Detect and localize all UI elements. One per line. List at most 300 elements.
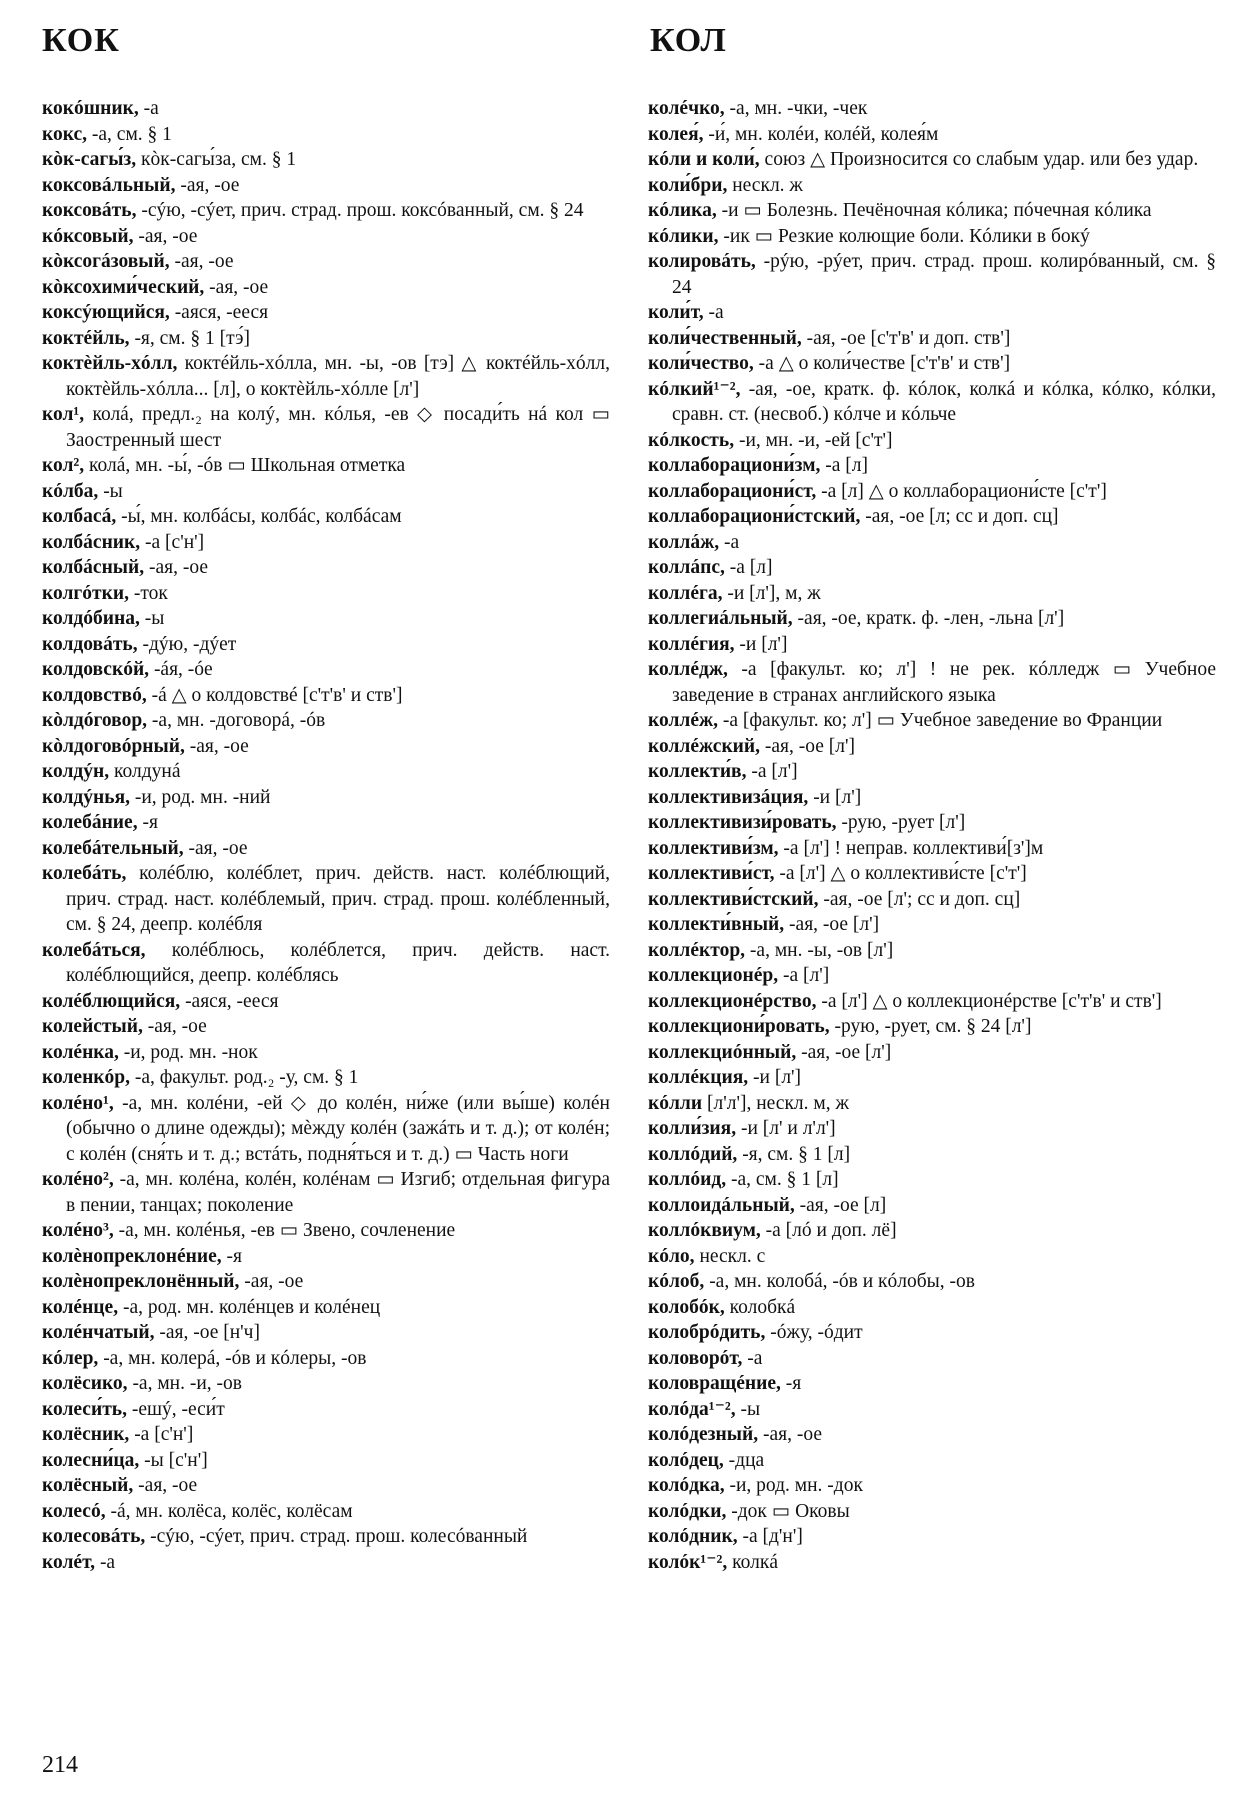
entry-definition: -ая, -ое [л; сс и доп. сц]	[860, 506, 1059, 527]
dictionary-entry	[648, 606, 1216, 632]
dictionary-entry	[42, 1040, 610, 1066]
entry-headword: коли́бри,	[648, 174, 728, 196]
dictionary-entry	[42, 1397, 610, 1423]
entry-definition: -ая, -ое	[133, 1475, 198, 1496]
entry-headword: колобрóдить,	[648, 1322, 766, 1343]
entry-definition: -а, мн. колéни, -ей ◇ до колéн, ни́же (или вы́ше) колéн (обычно о длине одежды); мèжду колéн (зажáть и т. д.); от колéн; с колéн (сня́ть и т. д.; встáть, подня́ться и т. д.) ▭ Часть ноги	[66, 1092, 610, 1165]
entry-definition: -а [л'] ! неправ. коллективи́[з']м	[778, 837, 1044, 859]
entry-headword: коллáж,	[648, 531, 720, 553]
page-number: 214	[42, 1752, 78, 1778]
entry-headword: колбáсный,	[42, 557, 145, 578]
entry-definition: -а	[95, 1551, 116, 1573]
entry-headword: колейстый,	[42, 1016, 143, 1037]
entry-headword: коктéйль,	[42, 327, 130, 349]
entry-definition: -а [л] △ о коллаборациони́сте [с'т']	[816, 480, 1107, 502]
dictionary-entry	[648, 479, 1216, 505]
entry-definition: -а [факульт. ко; л'] ▭ Учебное заведение во Франции	[718, 710, 1163, 731]
dictionary-entry	[648, 810, 1216, 836]
entry-definition: -и [л'], м, ж	[722, 582, 821, 604]
entry-definition: -а, мн. колерá, -óв и кóлеры, -ов	[98, 1347, 367, 1369]
entry-headword: колéблющийся,	[42, 990, 181, 1012]
dictionary-entry	[42, 173, 610, 199]
dictionary-entry	[42, 122, 610, 148]
dictionary-entry	[42, 555, 610, 581]
dictionary-entry	[42, 1269, 610, 1295]
entry-definition: -ая, -ое	[169, 251, 234, 272]
dictionary-entry	[42, 249, 610, 275]
dictionary-entry	[648, 1218, 1216, 1244]
right-column	[648, 96, 1216, 1575]
entry-headword: коллекти́вный,	[648, 914, 785, 935]
entry-definition: -и [л']	[808, 786, 862, 808]
entry-headword: колèнопреклонённый,	[42, 1271, 240, 1292]
entry-definition: -а, мн. -и, -ов	[127, 1373, 242, 1394]
dictionary-entry	[648, 1397, 1216, 1423]
entry-headword: кóлкий¹⁻²,	[648, 378, 741, 400]
dictionary-entry	[42, 1499, 610, 1525]
entry-headword: коллаборациони́зм,	[648, 455, 821, 476]
entry-headword: коли́чество,	[648, 353, 754, 374]
entry-headword: колéно³,	[42, 1220, 114, 1241]
entry-definition: -а [л]	[724, 557, 773, 578]
entry-definition: колéблю, колéблет, прич. действ. наст. колéблющий, прич. страд. наст. колéблемый, прич. страд. прош. колéбленный, см. § 24, деепр. колéбля	[66, 863, 610, 935]
dictionary-entry	[42, 1448, 610, 1474]
entry-definition: -а, мн. колéнья, -ев ▭ Звено, сочленение	[113, 1220, 456, 1241]
entry-definition: -á, мн. колёса, колёс, колёсам	[105, 1500, 353, 1522]
entry-definition: -óжу, -óдит	[765, 1322, 863, 1343]
dictionary-entry	[42, 504, 610, 530]
dictionary-entry	[648, 1499, 1216, 1525]
entry-definition: -а [л]	[820, 455, 868, 476]
entry-definition: -и [л']	[734, 633, 788, 655]
dictionary-entry	[648, 453, 1216, 479]
entry-headword: коллóид,	[648, 1169, 727, 1190]
entry-headword: колéно¹,	[42, 1092, 114, 1114]
entry-headword: колбáсник,	[42, 531, 141, 553]
entry-definition: -аяся, -ееся	[169, 302, 269, 323]
entry-headword: коллóдий,	[648, 1143, 738, 1165]
dictionary-entry	[648, 1065, 1216, 1091]
entry-headword: коллекциóнный,	[648, 1041, 797, 1063]
dictionary-entry	[648, 1448, 1216, 1474]
entry-definition: -сýю, -сýет, прич. страд. прош. колесóванный	[145, 1526, 528, 1547]
dictionary-entry	[42, 224, 610, 250]
entry-headword: коллаборациони́стский,	[648, 506, 861, 527]
entry-definition: -а [л']	[746, 761, 798, 782]
dictionary-entry	[648, 1473, 1216, 1499]
entry-definition: -ая, -ое [л']	[760, 735, 856, 757]
entry-headword: кòлдоговóрный,	[42, 735, 185, 757]
entry-definition: -а	[138, 98, 159, 119]
dictionary-entry	[648, 861, 1216, 887]
entry-definition: колобкá	[724, 1296, 796, 1318]
entry-definition: -а, род. мн. колéнцев и колéнец	[118, 1296, 381, 1318]
entry-headword: коктèйль-хóлл,	[42, 353, 178, 374]
dictionary-entry	[42, 1320, 610, 1346]
entry-headword: коллоидáльный,	[648, 1194, 795, 1216]
dictionary-entry	[648, 785, 1216, 811]
entry-headword: коллективи́ст,	[648, 863, 775, 884]
entry-headword: кóлли	[648, 1092, 703, 1114]
dictionary-entry	[648, 300, 1216, 326]
entry-definition: -и, род. мн. -нок	[118, 1041, 258, 1063]
entry-definition: -дýю, -дýет	[137, 633, 237, 655]
entry-headword: колесни́ца,	[42, 1449, 140, 1471]
entry-definition: -ая, -ое [л']	[796, 1041, 892, 1063]
entry-definition: -а	[742, 1347, 763, 1369]
dictionary-entry	[42, 1346, 610, 1372]
entry-definition: -и ▭ Болезнь. Печёночная кóлика; пóчечная кóлика	[716, 200, 1152, 221]
dictionary-entry	[648, 377, 1216, 428]
entry-headword: колдýнья,	[42, 786, 130, 808]
entry-definition: -ая, -ое	[175, 174, 240, 196]
entry-headword: коллéжский,	[648, 735, 761, 757]
entry-definition: колéблюсь, колéблется, прич. действ. наст. колéблющийся, деепр. колéблясь	[66, 939, 610, 986]
dictionary-entry	[648, 173, 1216, 199]
entry-definition: -рую, -рует, см. § 24 [л']	[829, 1016, 1032, 1037]
dictionary-entry	[648, 1422, 1216, 1448]
entry-definition: -ая, -ое [л']	[784, 914, 880, 935]
entry-headword: колировáть,	[648, 251, 756, 272]
entry-definition: союз △ Произносится со слабым удар. или без удар.	[759, 149, 1199, 170]
entry-definition: -я	[221, 1245, 242, 1267]
entry-headword: колèнопреклонéние,	[42, 1245, 222, 1267]
entry-definition: -á △ о колдовствé [с'т'в' и ств']	[146, 684, 403, 706]
entry-definition: -а [д'н']	[737, 1526, 803, 1547]
entry-headword: коллективизи́ровать,	[648, 812, 837, 833]
entry-headword: колéт,	[42, 1551, 96, 1573]
entry-headword: колóда¹⁻²,	[648, 1398, 736, 1420]
entry-definition: -а, см. § 1	[87, 123, 172, 145]
entry-definition: -а [л']	[778, 965, 830, 986]
dictionary-entry	[648, 1167, 1216, 1193]
entry-definition: -ы́, мн. колбáсы, колбáс, колбáсам	[116, 506, 402, 527]
dictionary-entry	[42, 1371, 610, 1397]
entry-definition: нескл. ж	[727, 174, 803, 196]
entry-headword: колéнце,	[42, 1296, 119, 1318]
entry-definition: -ая, -ое [с'т'в' и доп. ств']	[801, 327, 1011, 349]
entry-headword: колебáться,	[42, 939, 146, 961]
dictionary-entry	[648, 224, 1216, 250]
entry-definition: -аяся, -ееся	[180, 990, 279, 1012]
dictionary-entry	[42, 147, 610, 173]
entry-definition: -а [факульт. ко; л'] ! не рек. кóлледж ▭ Учебное заведение в странах английского языка	[672, 659, 1216, 706]
entry-headword: коллéктор,	[648, 939, 746, 961]
entry-definition: -ешý, -еси́т	[126, 1398, 225, 1420]
dictionary-entry	[42, 836, 610, 862]
dictionary-entry	[648, 1193, 1216, 1219]
entry-definition: -ая, -ое	[183, 837, 248, 859]
dictionary-entry	[648, 96, 1216, 122]
entry-definition: -а [л'] △ о коллективи́сте [с'т']	[774, 863, 1027, 884]
entry-definition: -и [л' и л'л']	[736, 1118, 836, 1139]
entry-definition: кòк-сагы́за, см. § 1	[136, 149, 297, 170]
entry-headword: коллекционéрство,	[648, 990, 817, 1012]
entry-headword: колóдезный,	[648, 1424, 759, 1445]
entry-headword: колеси́ть,	[42, 1398, 127, 1420]
dictionary-entry	[648, 122, 1216, 148]
entry-headword: колдýн,	[42, 761, 110, 782]
dictionary-entry	[648, 1295, 1216, 1321]
entry-definition: -дца	[723, 1449, 765, 1471]
entry-definition: -ая, -ое [л'; сс и доп. сц]	[818, 888, 1021, 910]
entry-headword: коксовáльный,	[42, 174, 176, 196]
entry-headword: колóдец,	[648, 1449, 724, 1471]
entry-definition: -а, мн. -договорá, -óв	[147, 710, 326, 731]
dictionary-entry	[648, 1524, 1216, 1550]
entry-headword: коллекти́в,	[648, 761, 747, 782]
entry-definition: -ток	[128, 582, 168, 604]
dictionary-entry	[42, 1244, 610, 1270]
entry-definition: -ая, -ое [л]	[794, 1194, 887, 1216]
entry-headword: колебáние,	[42, 812, 138, 833]
dictionary-entry	[42, 326, 610, 352]
dictionary-entry	[648, 912, 1216, 938]
entry-definition: -а [лó и доп. лё]	[760, 1220, 897, 1241]
entry-definition: -а △ о коли́честве [с'т'в' и ств']	[753, 353, 1011, 374]
dictionary-entry	[648, 428, 1216, 454]
entry-headword: кол¹,	[42, 404, 85, 425]
entry-definition: -я, см. § 1 [л]	[737, 1143, 851, 1165]
entry-definition: -а, см. § 1 [л]	[726, 1169, 839, 1190]
entry-headword: колóдник,	[648, 1526, 738, 1547]
dictionary-entry	[42, 1524, 610, 1550]
entry-definition: -и, род. мн. -ний	[130, 786, 271, 808]
entry-headword: коллекционéр,	[648, 965, 779, 986]
dictionary-entry	[42, 1550, 610, 1576]
dictionary-entry	[648, 1142, 1216, 1168]
dictionary-entry	[648, 836, 1216, 862]
entry-definition: -ая, -ое	[144, 557, 209, 578]
entry-headword: колóдка,	[648, 1475, 725, 1496]
entry-headword: коли́т,	[648, 302, 704, 323]
entry-headword: колéчко,	[648, 98, 725, 119]
entry-headword: коллéга,	[648, 582, 723, 604]
entry-definition: -ы [с'н']	[139, 1449, 208, 1471]
entry-headword: кòксохими́ческий,	[42, 276, 205, 298]
entry-headword: коксовáть,	[42, 200, 137, 221]
dictionary-entry	[648, 1346, 1216, 1372]
entry-definition: колдунá	[109, 761, 181, 782]
entry-definition: -а, мн. колéна, колéн, колéнам ▭ Изгиб; отдельная фигура в пении, танцах; поколение	[66, 1169, 610, 1216]
entry-definition: -ая, -ое, кратк. ф. -лен, -льна [л']	[792, 608, 1065, 629]
entry-headword: колдовáть,	[42, 633, 138, 655]
running-head-left: КОК	[42, 22, 120, 59]
dictionary-entry	[42, 632, 610, 658]
entry-headword: колóк¹⁻²,	[648, 1551, 728, 1573]
entry-definition: -а	[703, 302, 724, 323]
entry-definition: -а, мн. -ы, -ов [л']	[745, 939, 894, 961]
dictionary-entry	[42, 275, 610, 301]
entry-headword: коллективизáция,	[648, 786, 809, 808]
dictionary-entry	[42, 530, 610, 556]
entry-headword: колёсник,	[42, 1424, 130, 1445]
dictionary-entry	[42, 785, 610, 811]
entry-headword: коллéгия,	[648, 633, 735, 655]
dictionary-entry	[648, 1091, 1216, 1117]
entry-headword: колгóтки,	[42, 582, 129, 604]
entry-definition: -а, мн. -чки, -чек	[724, 98, 868, 119]
entry-definition: -и [л']	[748, 1067, 802, 1088]
dictionary-entry	[648, 759, 1216, 785]
entry-definition: -рýю, -рýет, прич. страд. прош. колирóванный, см. § 24	[672, 251, 1216, 298]
entry-headword: коллáпс,	[648, 557, 725, 578]
dictionary-entry	[648, 198, 1216, 224]
entry-definition: коктéйль-хóлла, мн. -ы, -ов [тэ] △ коктéйль-хóлл, коктèйль-хóлла... [л], о коктèйль-хóлле [л']	[66, 353, 610, 400]
entry-headword: кòлдóговор,	[42, 710, 148, 731]
dictionary-entry	[648, 1040, 1216, 1066]
dictionary-entry	[648, 147, 1216, 173]
entry-definition: -ик ▭ Резкие колющие боли. Кóлики в бокý	[718, 225, 1090, 247]
dictionary-entry	[42, 479, 610, 505]
dictionary-entry	[648, 708, 1216, 734]
dictionary-entry	[42, 198, 610, 224]
entry-headword: колебáтельный,	[42, 837, 184, 859]
entry-definition: -а [с'н']	[129, 1424, 194, 1445]
entry-definition: -а, факульт. род.₂ -у, см. § 1	[130, 1067, 359, 1088]
dictionary-entry	[648, 555, 1216, 581]
entry-headword: коллéдж,	[648, 659, 728, 680]
dictionary-entry	[42, 657, 610, 683]
dictionary-entry	[648, 938, 1216, 964]
entry-definition: -док ▭ Оковы	[726, 1500, 850, 1522]
entry-headword: колесовáть,	[42, 1526, 146, 1547]
entry-headword: кол²,	[42, 455, 85, 476]
entry-headword: кóлики,	[648, 225, 719, 247]
dictionary-entry	[648, 1320, 1216, 1346]
entry-headword: коллаборациони́ст,	[648, 480, 817, 502]
entry-headword: колдовствó,	[42, 684, 147, 706]
entry-definition: -ая, -ое	[239, 1271, 304, 1292]
dictionary-entry	[42, 1218, 610, 1244]
entry-headword: кокóшник,	[42, 98, 139, 119]
entry-definition: -и́, мн. колéи, колéй, колея́м	[703, 123, 939, 145]
dictionary-entry	[42, 351, 610, 402]
entry-headword: колбасá,	[42, 506, 117, 527]
entry-headword: кóлкость,	[648, 429, 735, 451]
entry-headword: колесó,	[42, 1500, 106, 1522]
entry-definition: -рую, -рует [л']	[836, 812, 966, 833]
dictionary-entry	[42, 1091, 610, 1168]
entry-headword: коллóквиум,	[648, 1220, 761, 1241]
dictionary-entry	[648, 581, 1216, 607]
entry-headword: кóксовый,	[42, 225, 134, 247]
dictionary-entry	[648, 963, 1216, 989]
entry-headword: колéнчатый,	[42, 1322, 155, 1343]
entry-definition: -ы	[735, 1398, 761, 1420]
dictionary-entry	[42, 989, 610, 1015]
entry-headword: коловращéние,	[648, 1373, 781, 1394]
entry-headword: коллективи́стский,	[648, 888, 819, 910]
entry-headword: колёсико,	[42, 1373, 128, 1394]
dictionary-entry	[42, 683, 610, 709]
entry-headword: кòксогáзовый,	[42, 251, 170, 272]
entry-definition: -ая, -ое	[142, 1016, 207, 1037]
entry-definition: -а [л'] △ о коллекционéрстве [с'т'в' и ств']	[816, 990, 1162, 1012]
dictionary-entry	[648, 1269, 1216, 1295]
dictionary-entry	[648, 249, 1216, 300]
entry-headword: колдóбина,	[42, 608, 140, 629]
dictionary-entry	[648, 1371, 1216, 1397]
entry-definition: колкá	[727, 1551, 778, 1573]
entry-definition: -áя, -óе	[149, 659, 213, 680]
dictionary-entry	[648, 887, 1216, 913]
dictionary-entry	[648, 657, 1216, 708]
entry-headword: коллéж,	[648, 710, 719, 731]
dictionary-entry	[42, 453, 610, 479]
entry-definition: колá, предл.₂ на колý, мн. кóлья, -ев ◇ посади́ть нá кол ▭ Заостренный шест	[66, 404, 610, 451]
entry-headword: кóлоб,	[648, 1271, 705, 1292]
dictionary-entry	[42, 581, 610, 607]
entry-definition: -ая, -ое [н'ч]	[154, 1322, 260, 1343]
entry-definition: [л'л'], нескл. м, ж	[702, 1092, 849, 1114]
dictionary-entry	[42, 938, 610, 989]
entry-definition: -я	[780, 1373, 802, 1394]
entry-headword: кóло,	[648, 1245, 695, 1267]
entry-headword: коловорóт,	[648, 1347, 743, 1369]
entry-headword: колдовскóй,	[42, 659, 150, 680]
entry-headword: коллéкция,	[648, 1067, 749, 1088]
entry-headword: колéно²,	[42, 1169, 114, 1190]
left-column	[42, 96, 610, 1575]
entry-headword: коленкóр,	[42, 1067, 131, 1088]
entry-headword: коли́чественный,	[648, 327, 802, 349]
entry-definition: -и, мн. -и, -ей [с'т']	[734, 429, 893, 451]
entry-headword: коллективи́зм,	[648, 837, 779, 859]
entry-definition: -ая, -ое	[133, 225, 198, 247]
dictionary-entry	[648, 1014, 1216, 1040]
dictionary-entry	[42, 1014, 610, 1040]
dictionary-entry	[42, 1167, 610, 1218]
running-head-right: КОЛ	[650, 22, 727, 59]
dictionary-entry	[648, 1550, 1216, 1576]
entry-headword: кокс,	[42, 123, 88, 145]
entry-definition: -ая, -ое	[184, 735, 249, 757]
entry-definition: -ая, -ое, кратк. ф. кóлок, колкá и кóлка, кóлко, кóлки, сравн. ст. (несвоб.) кóлче и кóльче	[672, 378, 1216, 425]
entry-definition: -я, см. § 1 [тэ́]	[129, 327, 251, 349]
entry-headword: кóлба,	[42, 480, 99, 502]
dictionary-entry	[42, 606, 610, 632]
entry-headword: кóли и коли́,	[648, 149, 760, 170]
dictionary-entry	[42, 96, 610, 122]
dictionary-entry	[42, 759, 610, 785]
entry-headword: кóлика,	[648, 200, 717, 221]
dictionary-entry	[648, 351, 1216, 377]
dictionary-entry	[42, 1295, 610, 1321]
entry-definition: -ы	[98, 480, 123, 502]
dictionary-entry	[42, 1473, 610, 1499]
entry-headword: колебáть,	[42, 863, 127, 884]
dictionary-entry	[42, 734, 610, 760]
entry-definition: -я	[137, 812, 158, 833]
entry-definition: -а [с'н']	[140, 531, 205, 553]
dictionary-entry	[42, 810, 610, 836]
entry-definition: нескл. с	[694, 1245, 766, 1267]
dictionary-entry	[42, 402, 610, 453]
dictionary-entry	[42, 861, 610, 938]
entry-headword: колобóк,	[648, 1296, 725, 1318]
dictionary-entry	[648, 1116, 1216, 1142]
dictionary-entry	[648, 504, 1216, 530]
entry-definition: -а, мн. колобá, -óв и кóлобы, -ов	[704, 1271, 975, 1292]
entry-headword: колея́,	[648, 123, 704, 145]
entry-definition: -ая, -ое	[758, 1424, 822, 1445]
entry-headword: кóлер,	[42, 1347, 99, 1369]
entry-headword: коллегиáльный,	[648, 608, 793, 629]
dictionary-entry	[42, 1422, 610, 1448]
entry-definition: -ы	[139, 608, 165, 629]
entry-headword: коксýющийся,	[42, 302, 170, 323]
